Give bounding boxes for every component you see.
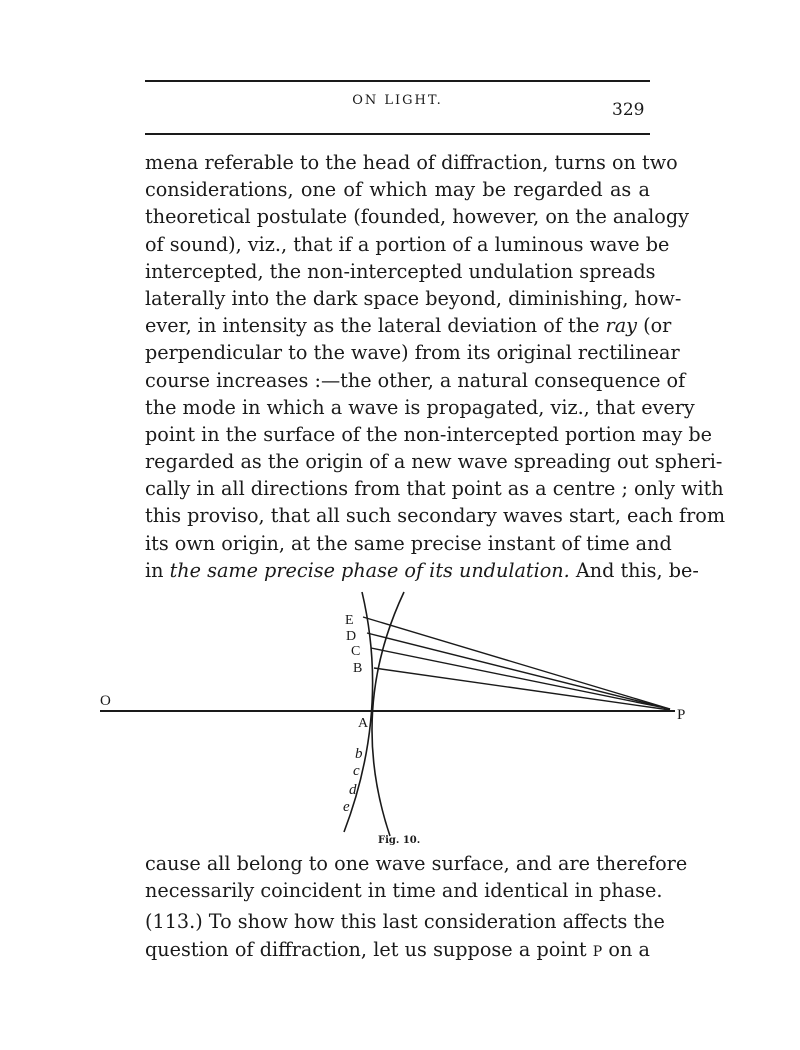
label-lower-b: b [355,746,363,762]
text-fragment: And this, be- [569,558,699,582]
text-line: considerations, one of which may be regarded as a [145,178,650,202]
text-fragment: question of diffraction, let us suppose a point [145,937,593,961]
text-line: course increases :—the other, a natural consequence of [145,368,686,392]
label-o: O [100,693,111,709]
wave-curve-right [372,592,404,836]
text-line: necessarily coincident in time and identical in phase. [145,879,663,903]
label-e: E [345,613,354,628]
label-p: P [677,707,686,723]
label-c: C [351,644,361,659]
text-line: cause all belong to one wave surface, and are therefore [145,852,688,875]
ray-b [374,668,670,710]
running-head: ON LIGHT. [352,93,443,108]
text-line [145,312,672,339]
text-line: laterally into the dark space beyond, diminishing, how- [145,286,682,310]
text-line: cally in all directions from that point as a centre ; only with [145,477,724,501]
text-line: its own origin, at the same precise instant of time and [145,531,672,555]
text-fragment: on a [602,937,650,961]
text-line: perpendicular to the wave) from its original rectilinear [145,341,680,365]
italic-phase: the same precise phase of its undulation. [169,558,570,582]
text-line: the mode in which a wave is propagated, viz., that every [145,395,695,419]
label-d: D [346,629,357,644]
label-b: B [353,661,363,676]
header-rule-top [145,80,650,82]
ray-c [371,648,670,709]
text-line: of sound), viz., that if a portion of a luminous wave be [145,232,670,256]
text-fragment: (or [637,314,672,338]
text-fragment: ever, in intensity as the lateral deviation of the [145,314,606,338]
label-a: A [358,716,369,731]
ray-d [367,633,670,709]
text-line: theoretical postulate (founded, however, on the analogy [145,205,689,229]
text-fragment: in [145,558,170,582]
header-rule-bottom [145,133,650,135]
italic-ray: ray [605,314,637,338]
text-line: this proviso, that all such secondary waves start, each from [145,504,726,528]
text-line [145,936,650,963]
label-lower-e: e [343,799,350,815]
label-lower-d: d [349,782,357,798]
body-text-lower [145,850,688,963]
ray-e [363,617,670,709]
figure-caption: Fig. 10. [378,835,421,846]
text-line [145,557,699,584]
body-text-upper [145,149,726,584]
text-line: regarded as the origin of a new wave spreading out spheri- [145,450,723,474]
text-line: (113.) To show how this last consideration affects the [145,910,665,934]
text-line: intercepted, the non-intercepted undulation spreads [145,259,656,283]
page-number: 329 [612,100,645,120]
diffraction-figure [100,588,720,838]
text-line: mena referable to the head of diffraction, turns on two [145,151,678,174]
label-lower-c: c [353,763,360,779]
text-line: point in the surface of the non-intercepted portion may be [145,422,713,446]
small-caps-p: P [592,943,603,960]
